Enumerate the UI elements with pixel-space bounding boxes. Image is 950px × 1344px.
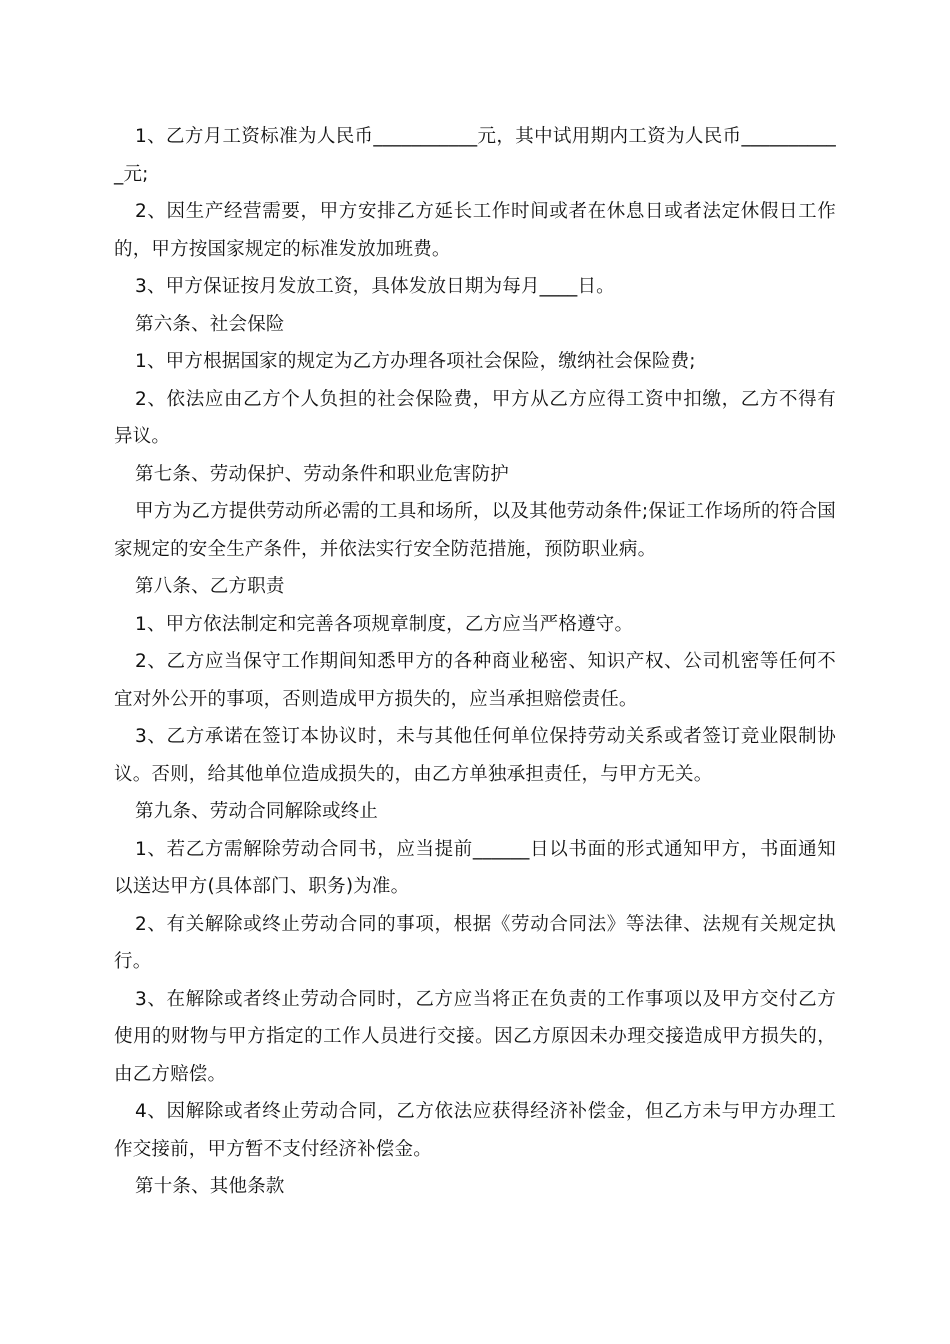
clause-10-heading: 第十条、其他条款 — [135, 1176, 285, 1197]
clause-9-item-4: 4、因解除或者终止劳动合同，乙方依法应获得经济补偿金，但乙方未与甲方办理工作交接前，甲方暂不支付经济补偿金。 — [114, 1101, 836, 1160]
clause-9-item-1: 1、若乙方需解除劳动合同书，应当提前______日以书面的形式通知甲方，书面通知以送达甲方(具体部门、职务)为准。 — [114, 838, 836, 897]
clause-8-item-3: 3、乙方承诺在签订本协议时，未与其他任何单位保持劳动关系或者签订竞业限制协议。否则，给其他单位造成损失的，由乙方单独承担责任，与甲方无关。 — [114, 726, 836, 785]
clause-6-item-1: 1、甲方根据国家的规定为乙方办理各项社会保险，缴纳社会保险费; — [135, 351, 696, 372]
clause-6-item-2: 2、依法应由乙方个人负担的社会保险费，甲方从乙方应得工资中扣缴，乙方不得有异议。 — [114, 388, 836, 447]
clause-9-item-2: 2、有关解除或终止劳动合同的事项，根据《劳动合同法》等法律、法规有关规定执行。 — [114, 913, 836, 972]
clause-8-item-1: 1、甲方依法制定和完善各项规章制度，乙方应当严格遵守。 — [135, 613, 634, 635]
clause-7-body: 甲方为乙方提供劳动所必需的工具和场所，以及其他劳动条件;保证工作场所的符合国家规定的安全生产条件，并依法实行安全防范措施，预防职业病。 — [114, 501, 836, 560]
clause-5-item-2: 2、因生产经营需要，甲方安排乙方延长工作时间或者在休息日或者法定休假日工作的，甲方按国家规定的标准发放加班费。 — [114, 201, 836, 260]
clause-9-item-3: 3、在解除或者终止劳动合同时，乙方应当将正在负责的工作事项以及甲方交付乙方使用的财物与甲方指定的工作人员进行交接。因乙方原因未办理交接造成甲方损失的，由乙方赔偿。 — [114, 988, 836, 1085]
clause-9-heading: 第九条、劳动合同解除或终止 — [135, 801, 379, 822]
clause-7-heading: 第七条、劳动保护、劳动条件和职业危害防护 — [135, 463, 510, 485]
clause-5-item-1: 1、乙方月工资标准为人民币___________元，其中试用期内工资为人民币___________元; — [114, 126, 836, 185]
clause-6-heading: 第六条、社会保险 — [135, 313, 285, 335]
clause-8-heading: 第八条、乙方职责 — [135, 576, 285, 597]
clause-8-item-2: 2、乙方应当保守工作期间知悉甲方的各种商业秘密、知识产权、公司机密等任何不宜对外公开的事项，否则造成甲方损失的，应当承担赔偿责任。 — [114, 651, 836, 710]
document-body — [114, 118, 836, 1206]
clause-5-item-3: 3、甲方保证按月发放工资，具体发放日期为每月____日。 — [135, 276, 615, 297]
